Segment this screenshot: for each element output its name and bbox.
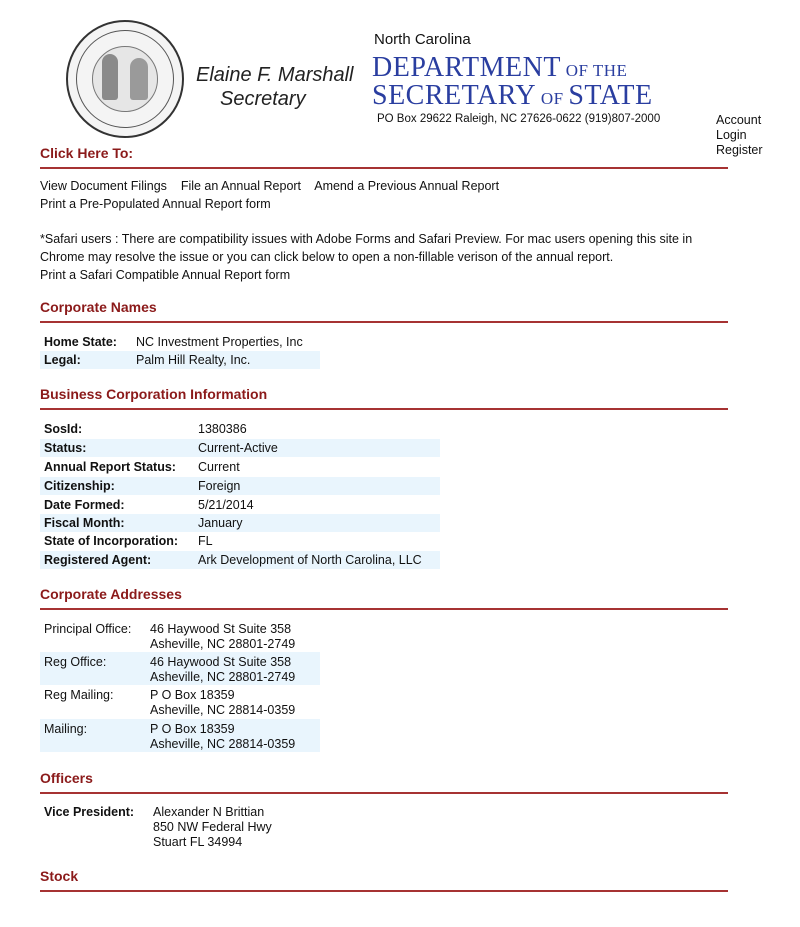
row-label: Annual Report Status:: [44, 460, 176, 474]
row-label: Home State:: [44, 335, 117, 349]
login-link[interactable]: Login: [716, 128, 747, 142]
officers-heading: Officers: [40, 770, 93, 786]
address-label: Reg Office:: [44, 655, 107, 669]
row-value: 1380386: [198, 422, 247, 436]
view-document-filings-link[interactable]: View Document Filings: [40, 179, 167, 193]
address-row: [40, 685, 320, 718]
section-divider: [40, 408, 728, 410]
row-value: January: [198, 516, 243, 530]
business-info-heading: Business Corporation Information: [40, 386, 268, 402]
row-label: Fiscal Month:: [44, 516, 125, 530]
row-value: Foreign: [198, 479, 241, 493]
address-value: P O Box 18359 Asheville, NC 28814-0359: [150, 722, 296, 751]
corporate-name-row: [40, 333, 320, 351]
section-divider: [40, 890, 728, 892]
click-here-heading: Click Here To:: [40, 145, 134, 161]
officer-address-line2: Stuart FL 34994: [153, 835, 243, 849]
business-info-row: [40, 496, 440, 514]
address-value: 46 Haywood St Suite 358 Asheville, NC 28801-2749: [150, 622, 296, 651]
row-label: State of Incorporation:: [44, 534, 179, 548]
register-link[interactable]: Register: [716, 143, 763, 157]
safari-note-line1: *Safari users : There are compatibility issues with Adobe Forms and Safari Preview. For mac users opening this site in: [40, 232, 693, 246]
nc-state-seal: [66, 20, 184, 138]
corporate-names-heading: Corporate Names: [40, 299, 157, 315]
secretary-title: Secretary: [220, 88, 306, 110]
row-value: NC Investment Properties, Inc: [136, 335, 303, 349]
row-value: Palm Hill Realty, Inc.: [136, 353, 251, 367]
section-divider: [40, 792, 728, 794]
seal-figure-right: [130, 58, 148, 100]
seal-figure-left: [102, 54, 118, 100]
business-info-row: [40, 514, 440, 532]
address-label: Principal Office:: [44, 622, 132, 636]
row-value: 5/21/2014: [198, 498, 254, 512]
section-divider: [40, 608, 728, 610]
row-label: Citizenship:: [44, 479, 115, 493]
print-prepopulated-form-link[interactable]: Print a Pre-Populated Annual Report form: [40, 197, 271, 211]
officer-details: [153, 805, 272, 850]
business-info-row: [40, 532, 440, 550]
department-title-line2: SECRETARY OF STATE: [372, 80, 653, 111]
address-label: Mailing:: [44, 722, 88, 736]
address-row: [40, 719, 320, 752]
address-value: 46 Haywood St Suite 358 Asheville, NC 28801-2749: [150, 655, 296, 684]
row-value: Current-Active: [198, 441, 278, 455]
business-info-row: [40, 477, 440, 495]
address-value: P O Box 18359 Asheville, NC 28814-0359: [150, 688, 296, 717]
row-label: Legal:: [44, 353, 81, 367]
stock-heading: Stock: [40, 868, 79, 884]
business-info-row: [40, 420, 440, 438]
action-links-row: [40, 179, 499, 193]
account-link[interactable]: Account: [716, 113, 762, 127]
corporate-addresses-heading: Corporate Addresses: [40, 586, 182, 602]
file-annual-report-link[interactable]: File an Annual Report: [180, 179, 302, 193]
state-name: North Carolina: [374, 31, 471, 48]
secretary-name: Elaine F. Marshall: [196, 64, 354, 86]
department-title-line1: DEPARTMENT OF THE: [372, 52, 628, 83]
row-label: SosId:: [44, 422, 83, 436]
amend-annual-report-link[interactable]: Amend a Previous Annual Report: [314, 179, 500, 193]
officer-name: Alexander N Brittian: [153, 805, 265, 819]
print-safari-form-link[interactable]: Print a Safari Compatible Annual Report form: [40, 268, 291, 282]
business-info-row: [40, 458, 440, 476]
address-row: [40, 652, 320, 685]
row-label: Status:: [44, 441, 87, 455]
section-divider: [40, 321, 728, 323]
corporate-name-row: [40, 351, 320, 369]
row-label: Date Formed:: [44, 498, 125, 512]
section-divider: [40, 167, 728, 169]
address-label: Reg Mailing:: [44, 688, 114, 702]
registered-agent-value: Ark Development of North Carolina, LLC: [198, 553, 422, 567]
address-row: [40, 619, 320, 652]
officer-address-line1: 850 NW Federal Hwy: [153, 820, 272, 834]
safari-note-line2: Chrome may resolve the issue or you can click below to open a non-fillable verison of the annual report.: [40, 250, 614, 264]
row-value: FL: [198, 534, 213, 548]
office-address: PO Box 29622 Raleigh, NC 27626-0622 (919)807-2000: [377, 113, 661, 125]
business-info-row: [40, 551, 440, 569]
officer-title: Vice President:: [44, 805, 135, 819]
row-value: Current: [198, 460, 240, 474]
business-info-row: [40, 439, 440, 457]
row-label: Registered Agent:: [44, 553, 152, 567]
